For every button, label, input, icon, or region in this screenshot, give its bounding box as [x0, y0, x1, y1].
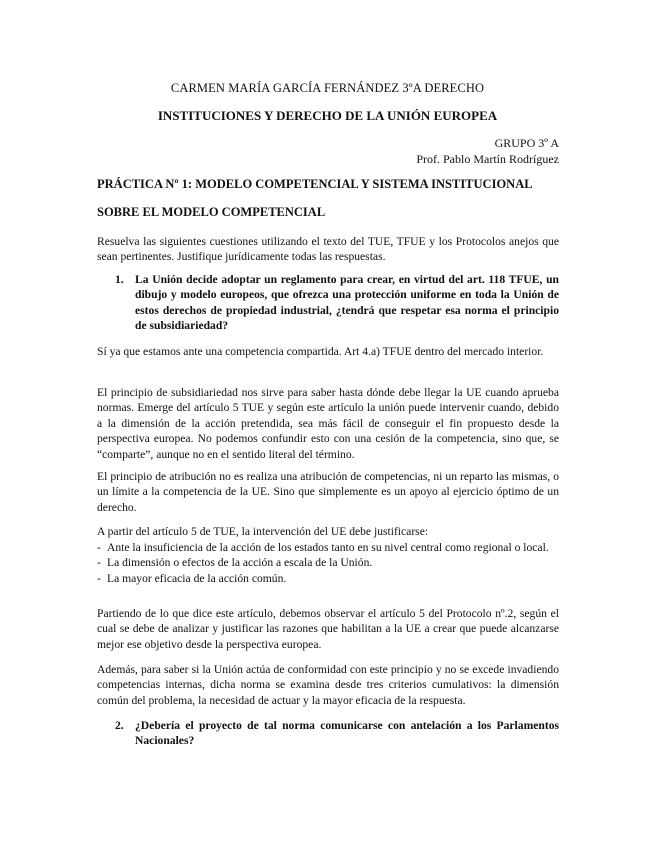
question-2	[115, 718, 559, 749]
list-item-text: La mayor eficacia de la acción común.	[107, 571, 287, 585]
answer-paragraph-2: El principio de subsidiariedad nos sirve para saber hasta dónde debe llegar la UE cuando aprueba normas. Emerge del artículo 5 TUE y según este artículo la unión puede intervenir cuando, debido a la dimensión de la acción pretendida, sea más fácil de conseguir el fin propuesto desde la perspectiva europea. No podemos confundir esto con una cesión de la competencia, sino que, se “comparte”, aunque no en el sentido literal del término.	[97, 386, 559, 461]
list-item-text: La dimensión o efectos de la acción a escala de la Unión.	[107, 556, 373, 570]
answer-paragraph-1: Sí ya que estamos ante una competencia compartida. Art 4.a) TFUE dentro del mercado interior.	[97, 345, 544, 358]
practice-title: PRÁCTICA Nº 1: MODELO COMPETENCIAL Y SISTEMA INSTITUCIONAL	[97, 177, 533, 191]
question-1	[115, 272, 559, 334]
answer-paragraph-5: Partiendo de lo que dice este artículo, debemos observar el artículo 5 del Protocolo nº.2, según el cual se debe de analizar y justificar las razones que habilitan a la UE a crear que puede alcanzarse mejor ese objetivo desde la perspectiva europea.	[97, 607, 559, 651]
question-2-number: 2.	[115, 719, 124, 732]
author-line: CARMEN MARÍA GARCÍA FERNÁNDEZ 3ºA DERECHO	[170, 81, 485, 95]
section-title: SOBRE EL MODELO COMPETENCIAL	[97, 205, 326, 219]
justification-list	[97, 540, 559, 586]
answer-paragraph-3: El principio de atribución no es realiza una atribución de competencias, ni un reparto las mismas, o un límite a la competencia de la UE. Sino que simplemente es un apoyo al ejercicio óptimo de un derecho.	[97, 470, 559, 514]
question-1-text: La Unión decide adoptar un reglamento para crear, en virtud del art. 118 TFUE, un dibujo y modelo europeos, que ofrezca una protección uniforme en toda la Unión de estos derechos de propiedad industrial, ¿tendrá que respetar esa norma el principio de subsidiariedad?	[135, 273, 559, 333]
group-block	[416, 135, 559, 167]
professor-name: Prof. Pablo Martín Rodríguez	[416, 152, 559, 166]
answer-paragraph-4: A partir del artículo 5 de TUE, la intervención del UE debe justificarse:	[97, 525, 429, 538]
intro-paragraph: Resuelva las siguientes cuestiones utilizando el texto del TUE, TFUE y los Protocolos anejos que sean pertinentes. Justifique jurídicamente todas las respuestas.	[97, 235, 559, 264]
list-item: - La dimensión o efectos de la acción a escala de la Unión.	[97, 556, 373, 570]
list-item-text: Ante la insuficiencia de la acción de los estados tanto en su nivel central como regional o local.	[107, 541, 549, 554]
answer-paragraph-6: Además, para saber si la Unión actúa de conformidad con este principio y no se excede invadiendo competencias internas, dicha norma se examina desde tres criterios cumulativos: la dimensión común del problema, la necesidad de actuar y la mayor eficacia de la respuesta.	[97, 663, 559, 707]
list-item: - Ante la insuficiencia de la acción de los estados tanto en su nivel central como regional o local.	[97, 541, 549, 554]
question-1-number: 1.	[115, 273, 124, 286]
group-label: GRUPO 3º A	[494, 136, 559, 150]
question-2-text: ¿Debería el proyecto de tal norma comunicarse con antelación a los Parlamentos Nacionales?	[135, 719, 559, 748]
list-item: - La mayor eficacia de la acción común.	[97, 571, 287, 585]
course-title: INSTITUCIONES Y DERECHO DE LA UNIÓN EUROPEA	[157, 108, 498, 123]
